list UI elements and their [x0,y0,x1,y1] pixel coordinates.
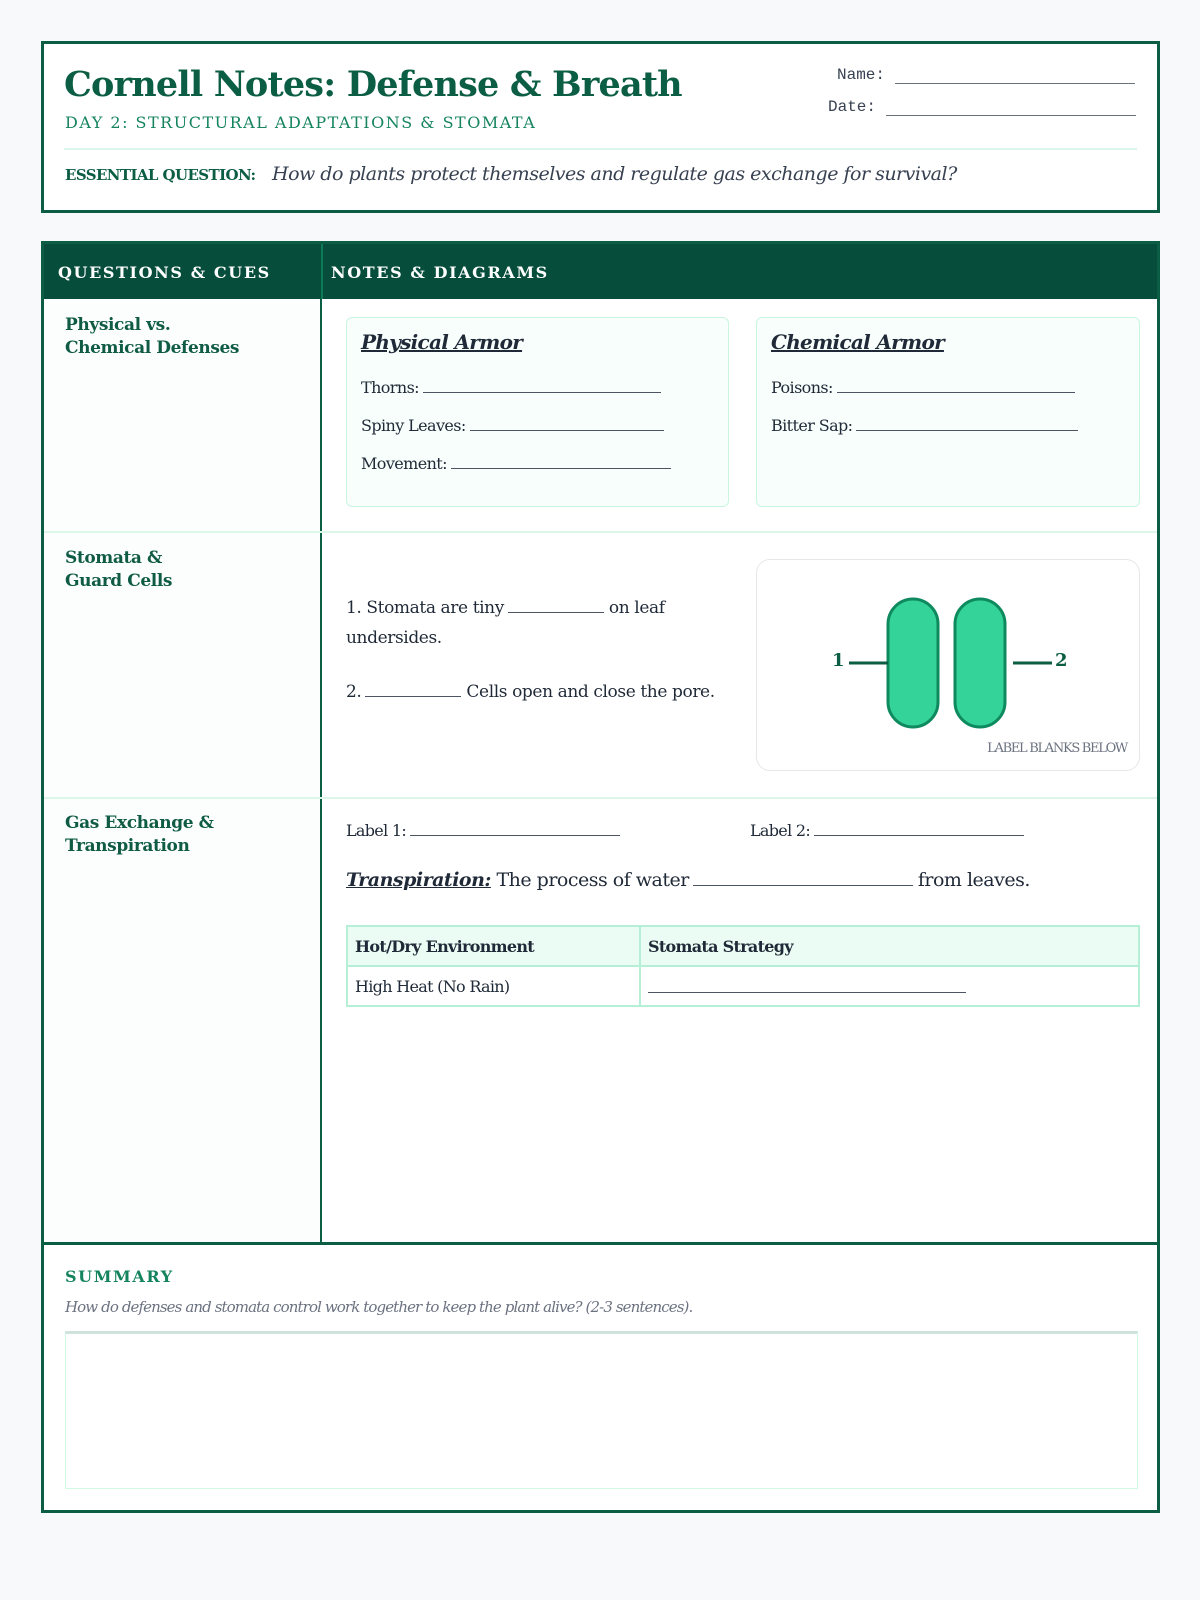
q2-prefix: 2. [346,682,362,702]
diagram-caption: LABEL BLANKS BELOW [987,741,1127,756]
stomata-question-2 [346,677,715,707]
name-blank[interactable] [895,68,1135,84]
bitter-sap-blank[interactable] [856,416,1078,431]
summary-title: SUMMARY [65,1267,174,1286]
summary-writing-area[interactable] [65,1331,1138,1489]
poisons-label: Poisons: [771,378,833,397]
strategy-blank[interactable] [648,975,966,993]
label-1-blank[interactable] [410,821,620,836]
stomata-question-1 [346,593,665,653]
q1-wrap: undersides. [346,628,442,648]
cue-line: Gas Exchange & [65,813,214,833]
date-label: Date: [828,98,877,116]
q2-blank[interactable] [365,682,461,697]
cue-line: Transpiration [65,836,190,856]
transpiration-suffix: from leaves. [917,869,1030,891]
essential-question-label: ESSENTIAL QUESTION: [65,166,256,184]
thorns-label: Thorns: [361,378,419,397]
spiny-leaves-field[interactable] [361,416,664,435]
essential-question-text: How do plants protect themselves and regulate gas exchange for survival? [272,163,957,185]
page-subtitle: DAY 2: STRUCTURAL ADAPTATIONS & STOMATA [65,113,537,132]
movement-field[interactable] [361,454,671,473]
q1-blank[interactable] [508,598,604,613]
column-divider [321,244,323,299]
q2-suffix: Cells open and close the pore. [466,682,715,702]
stomata-strategy-table [346,925,1140,1007]
diagram-label-1: 1 [832,650,845,671]
table-row [347,966,1139,1006]
spiny-leaves-blank[interactable] [470,416,664,431]
summary-prompt: How do defenses and stomata control work together to keep the plant alive? (2-3 sentences). [65,1298,693,1316]
q1-suffix: on leaf [608,598,665,618]
thorns-field[interactable] [361,378,661,397]
name-field[interactable] [837,66,1135,84]
notes-column-title: NOTES & DIAGRAMS [331,263,549,282]
cue-line: Stomata & [65,548,163,568]
transpiration-blank[interactable] [693,871,913,886]
row-divider [44,797,1157,799]
cues-column-title: QUESTIONS & CUES [58,263,271,282]
cue-gas-exchange [65,812,214,858]
cornell-notes-panel [41,241,1160,1513]
transpiration-sentence [346,869,1030,891]
header-divider [64,148,1137,150]
notes-column-header [44,244,1157,299]
guard-cell-diagram [756,559,1140,771]
label-1-field[interactable] [346,821,620,840]
spiny-leaves-label: Spiny Leaves: [361,416,466,435]
thorns-blank[interactable] [423,378,661,393]
table-cell-environment: High Heat (No Rain) [347,966,640,1006]
page-title: Cornell Notes: Defense & Breath [64,64,682,105]
label-2-field[interactable] [750,821,1024,840]
chemical-armor-title: Chemical Armor [771,330,944,354]
physical-armor-title: Physical Armor [361,330,523,354]
date-blank[interactable] [886,100,1136,116]
date-field[interactable] [828,98,1136,116]
movement-blank[interactable] [451,454,671,469]
label-2-blank[interactable] [814,821,1024,836]
label-1-label: Label 1: [346,821,407,840]
bitter-sap-field[interactable] [771,416,1078,435]
label-2-label: Label 2: [750,821,811,840]
transpiration-term: Transpiration: [346,869,491,891]
diagram-label-2: 2 [1055,650,1068,671]
summary-divider [44,1242,1157,1245]
physical-armor-card [346,317,729,507]
bitter-sap-label: Bitter Sap: [771,416,853,435]
table-header-row [347,926,1139,966]
transpiration-prefix: The process of water [496,869,689,891]
cue-stomata-guard-cells [65,547,172,593]
table-cell-strategy[interactable] [640,966,1139,1006]
cue-line: Chemical Defenses [65,338,240,358]
table-header-environment: Hot/Dry Environment [347,926,640,966]
poisons-blank[interactable] [837,378,1075,393]
poisons-field[interactable] [771,378,1075,397]
q1-prefix: 1. Stomata are tiny [346,598,504,618]
header-panel [41,41,1160,213]
name-label: Name: [837,66,886,84]
cue-line: Guard Cells [65,571,173,591]
table-header-strategy: Stomata Strategy [640,926,1139,966]
cue-physical-chemical [65,314,239,360]
cues-column [44,299,322,1243]
chemical-armor-card [756,317,1140,507]
movement-label: Movement: [361,454,447,473]
row-divider [44,531,1157,533]
cue-line: Physical vs. [65,315,171,335]
